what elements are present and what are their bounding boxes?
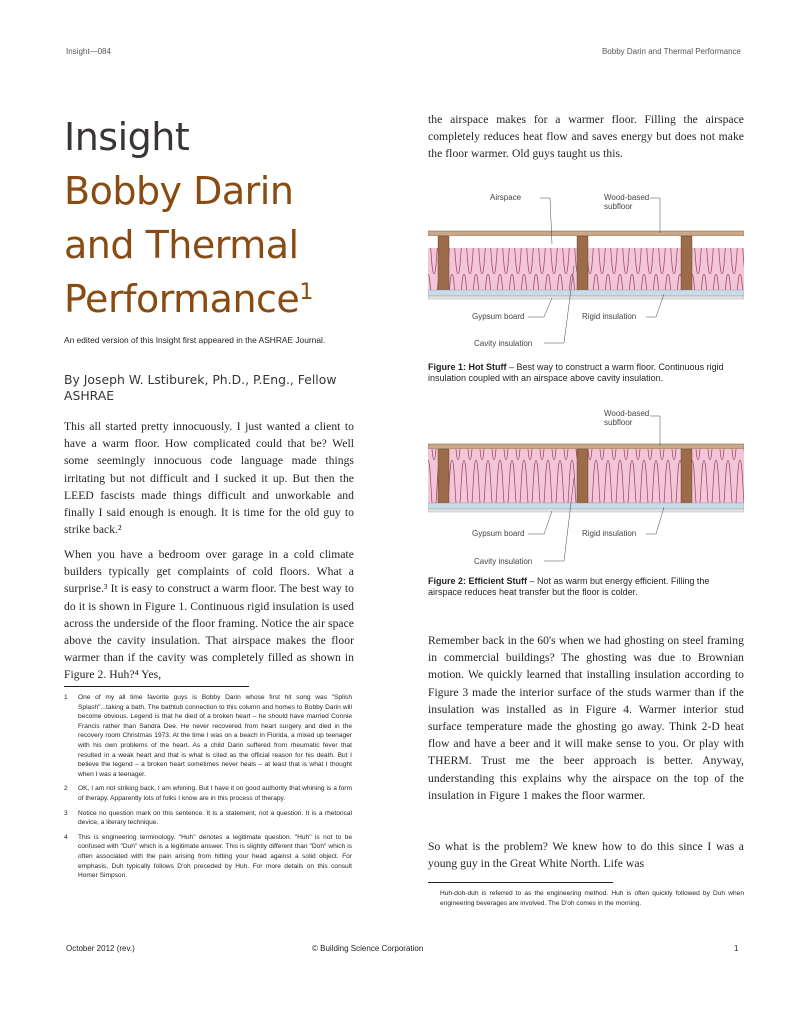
footnote-1	[64, 693, 352, 779]
floor-joist	[438, 236, 449, 290]
label-cavity: Cavity insulation	[474, 339, 533, 348]
footnote-number: 2	[64, 785, 68, 793]
title-insight: Insight	[64, 115, 190, 159]
figure-1-caption-title: Figure 1: Hot Stuff	[428, 362, 507, 372]
gypsum-layer	[428, 509, 744, 512]
footer-copyright: © Building Science Corporation	[312, 944, 424, 953]
paragraph-5: So what is the problem? We knew how to do this since I was a young guy in the Great White North. Life was	[428, 840, 744, 871]
figure-1-caption-text: – Best way to construct a warm floor. Continuous rigid insulation coupled with an airspace above cavity insulation.	[428, 362, 724, 383]
subfloor-layer	[428, 231, 744, 236]
floor-joist	[577, 236, 588, 290]
intro-note: An edited version of this Insight first appeared in the ASHRAE Journal.	[64, 335, 326, 345]
label-subfloor: Wood-based subfloor	[604, 409, 650, 427]
floor-joist	[577, 449, 588, 503]
footnote-text: OK, I am not striking back, I am whining. But I have it on good authority that whining is a form of therapy. Apparently lots of folks I know are in this process of therapy.	[78, 785, 352, 802]
title-line-4-text: Performance	[64, 277, 300, 321]
footnote-text: Notice no question mark on this sentence. It is a statement, not a question. It is a rhetorical device, a literary technique.	[78, 809, 352, 827]
footnote-number: 4	[64, 833, 68, 841]
footnote-number: 1	[64, 694, 68, 701]
paragraph-2: When you have a bedroom over garage in a cold climate builders typically get complaints of cold floors. What a surprise.³ It is easy to construct a warm floor. The best way to do it is shown in Figure 1. Continuous rigid insulation is used across the underside of the floor framing. Notice the air space above the cavity insulation. That airspace makes the floor warmer than if the cavity was completely filled as shown in Figure 2. Huh?⁴ Yes,	[64, 548, 354, 682]
title-line-4	[64, 272, 384, 326]
running-header-left: Insight—084	[66, 47, 111, 56]
label-rigid: Rigid insulation	[582, 312, 637, 321]
footnote-rule	[64, 686, 249, 687]
label-gypsum: Gypsum board	[472, 529, 525, 538]
footnote-number: 3	[64, 809, 68, 817]
paragraph-4: Remember back in the 60's when we had ghosting on steel framing in commercial buildings? The ghosting was due to Brownian motion. We quickly learned that installing insulation according to Figure 3 made the interior surface of the studs warmer than if the insulation was installed as in Figure 4. Warmer interior stud surface temperature made the ghosting go away. Think 2-D heat flow and have a beer and it will make sense to you. Or play with THERM. Trust me the beer approach is better. Anyway, understanding this explains why the airspace on the top of the insulation in Figure 1 makes the floor warmer.	[428, 634, 744, 802]
rigid-insulation-layer	[428, 290, 744, 296]
footnote-continued: Huh-doh-duh is referred to as the engineering method. Huh is often quickly followed by Duh when engineering beverages are involved. The D'oh comes in the morning.	[440, 890, 744, 907]
footer-page-number: 1	[734, 944, 739, 953]
footer-date: October 2012 (rev.)	[66, 944, 135, 953]
figure-2-diagram	[428, 406, 744, 572]
floor-joist	[681, 236, 692, 290]
footnote-rule-right	[428, 882, 613, 883]
floor-joist	[438, 449, 449, 503]
floor-joist	[681, 449, 692, 503]
gypsum-layer	[428, 296, 744, 299]
label-subfloor: Wood-based subfloor	[604, 193, 650, 211]
label-airspace: Airspace	[490, 193, 522, 202]
label-rigid: Rigid insulation	[582, 529, 637, 538]
title-line-2: Bobby Darin	[64, 169, 294, 213]
footnote-2	[64, 784, 352, 803]
title-line-3: and Thermal	[64, 223, 299, 267]
figure-1-diagram	[428, 186, 744, 356]
footnote-3	[64, 809, 352, 828]
footnote-text: One of my all time favorite guys is Bobby Darin whose first hit song was "Splish Splash"...taking a bath. The bathtub connection to this column and homes to Bobby Darin will become obvious. Legend is that he died of a broken heart – he should have married Connie Francis rather than Sandra Dee. He never recovered from heart surgery and died in the recovery room Christmas 1973. At the time I was on a beach in Florida, a mixed up teenager with his own problems of the heart. As a child Darin suffered from rheumatic fever that resulted in a weak heart and that is what is cited as the official reason for his death. But I believe the legend – a broken heart sometimes never heals – at least that is what I thought when I was a teenager.	[78, 694, 352, 778]
figure-2-caption-title: Figure 2: Efficient Stuff	[428, 576, 527, 586]
label-cavity: Cavity insulation	[474, 557, 533, 566]
paragraph-1: This all started pretty innocuously. I just wanted a client to have a warm floor. How complicated could that be? Well some seemingly innocuous code language made things irritating but not difficult and I sucked it up. But then the LEED fascists made things difficult and unworkable and finally I said enough is enough. It is time for the old guy to strike back.²	[64, 420, 354, 537]
rigid-insulation-layer	[428, 503, 744, 509]
label-gypsum: Gypsum board	[472, 312, 525, 321]
title-footnote-ref: 1	[299, 280, 313, 305]
footnotes	[64, 693, 352, 881]
figure-1-caption	[428, 362, 744, 384]
figure-2-caption-text: – Not as warm but energy efficient. Filling the airspace reduces heat transfer but the floor is colder.	[428, 576, 710, 597]
paragraph-3: the airspace makes for a warmer floor. Filling the airspace completely reduces heat flow and saves energy but does not make the floor warmer. Old guys taught us this.	[428, 113, 744, 161]
byline: By Joseph W. Lstiburek, Ph.D., P.Eng., Fellow ASHRAE	[64, 372, 337, 403]
subfloor-layer	[428, 444, 744, 449]
footnote-text: This is engineering terminology. "Huh" denotes a legitimate question. "Huh" is not to be confused with "Duh" which is a legitimate answer. This is slightly different than "Doh" which is often associated with the pain arising from hitting your head against a solid object. For emphasis, Duh typically follows D'oh preceded by Huh. For more details on this consult Homer Simpson.	[78, 833, 352, 880]
article-title	[64, 110, 384, 326]
figure-2-caption	[428, 576, 744, 598]
footnote-4	[64, 833, 352, 881]
running-header-right: Bobby Darin and Thermal Performance	[601, 47, 741, 56]
